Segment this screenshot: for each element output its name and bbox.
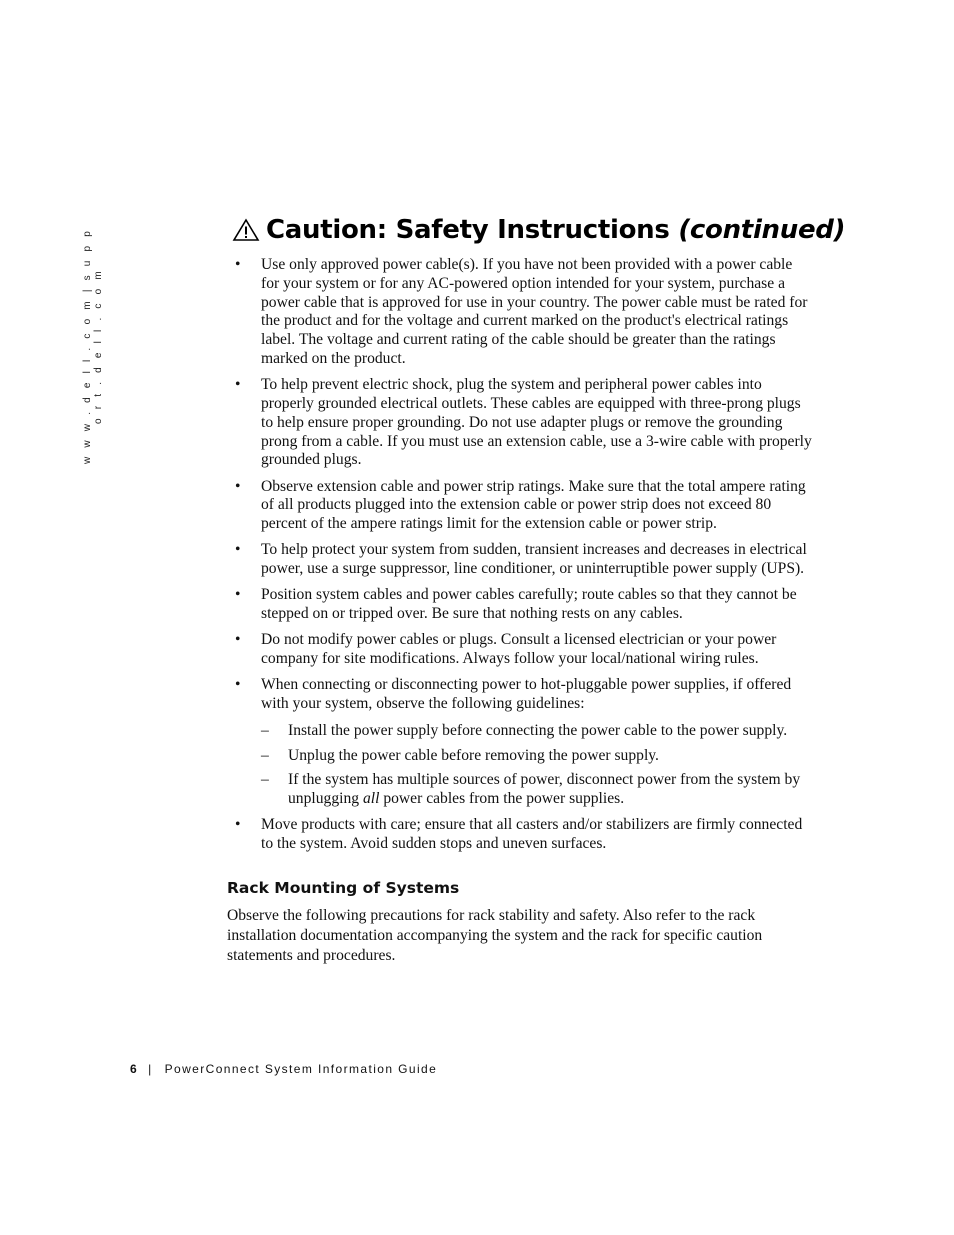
- safety-bullet-list: [227, 256, 813, 854]
- section-heading: Rack Mounting of Systems: [227, 879, 460, 898]
- list-item: [227, 541, 813, 579]
- list-item: [227, 816, 813, 854]
- list-item-text: Observe extension cable and power strip ratings. Make sure that the total ampere rating of all products plugged into the extension cable or power strip does not exceed 80 percent of the ampere ratings limit for the extension cable or power strip.: [261, 477, 806, 533]
- bullet-mark: •: [235, 541, 241, 559]
- section-paragraph: Observe the following precautions for rack stability and safety. Also refer to the rack installation documentation accompanying the system and the rack for specific caution statements and procedures.: [227, 907, 763, 965]
- list-item: [227, 676, 813, 809]
- warning-triangle-icon: [232, 214, 260, 254]
- list-item-text: Use only approved power cable(s). If you have not been provided with a power cable for your system or for any AC-powered option intended for your system, purchase a power cable that is approved for use in your country. The power cable must be rated for the product and for the voltage and current marked on the product's electrical ratings label. The voltage and current rating of the cable should be greater than the ratings marked on the product.: [261, 256, 808, 367]
- dash-mark: –: [261, 746, 269, 764]
- sub-list-item: [261, 747, 813, 766]
- sub-list-text-after: power cables from the power supplies.: [379, 790, 625, 808]
- bullet-mark: •: [235, 676, 241, 694]
- list-item: [227, 631, 813, 669]
- bullet-mark: •: [235, 631, 241, 649]
- list-item-text: To help prevent electric shock, plug the system and peripheral power cables into properly grounded electrical outlets. These cables are equipped with three-prong plugs to help ensure proper grounding. Do not use adapter plugs or remove the grounding prong from a cable. If you must use an extension cable, use a 3-wire cable with properly grounded plugs.: [261, 376, 812, 469]
- sub-list-item-text: Install the power supply before connecting the power cable to the power supply.: [288, 721, 788, 739]
- sub-list-text-before: If the system has multiple sources of power, disconnect power from the system by unplugging: [288, 771, 801, 808]
- title-continued: (continued): [678, 215, 846, 245]
- sub-list-item: [261, 771, 813, 809]
- list-item-text: To help protect your system from sudden, transient increases and decreases in electrical power, use a surge suppressor, line conditioner, or uninterruptible power supply (UPS).: [261, 541, 807, 578]
- bullet-mark: •: [235, 477, 241, 495]
- list-item-text: Do not modify power cables or plugs. Consult a licensed electrician or your power company for site modifications. Always follow your local/national wiring rules.: [261, 631, 777, 668]
- footer-separator: |: [148, 1062, 153, 1076]
- list-item-text: Move products with care; ensure that all casters and/or stabilizers are firmly connected to the system. Avoid sudden stops and uneven surfaces.: [261, 816, 803, 853]
- guide-title: PowerConnect System Information Guide: [164, 1062, 438, 1076]
- dash-mark: –: [261, 721, 269, 739]
- bullet-mark: •: [235, 816, 241, 834]
- sidebar-url: w w w . d e l l . c o m | s u p p o r t . d e l l . c o m: [82, 228, 104, 465]
- page-number: 6: [130, 1062, 139, 1076]
- guideline-sublist: [261, 722, 813, 809]
- bullet-mark: •: [235, 376, 241, 394]
- main-content: [227, 256, 813, 966]
- emphasis-all: all: [362, 790, 380, 808]
- list-item: [227, 586, 813, 624]
- sub-list-item-text: [288, 771, 800, 807]
- sub-list-item-text: Unplug the power cable before removing the power supply.: [288, 746, 659, 764]
- list-item: [227, 478, 813, 534]
- page-footer: [130, 1062, 437, 1076]
- list-item: [227, 376, 813, 470]
- sub-list-item: [261, 722, 813, 741]
- dash-mark: –: [261, 771, 269, 789]
- bullet-mark: •: [235, 586, 241, 604]
- bullet-mark: •: [235, 256, 241, 273]
- title-text: Caution: Safety Instructions: [266, 215, 670, 245]
- list-item-text: Position system cables and power cables carefully; route cables so that they cannot be stepped on or tripped over. Be sure that nothing rests on any cables.: [261, 586, 797, 623]
- list-item: [227, 256, 813, 369]
- list-item-text: When connecting or disconnecting power to hot-pluggable power supplies, if offered with your system, observe the following guidelines:: [261, 676, 792, 713]
- page-title: [232, 210, 846, 254]
